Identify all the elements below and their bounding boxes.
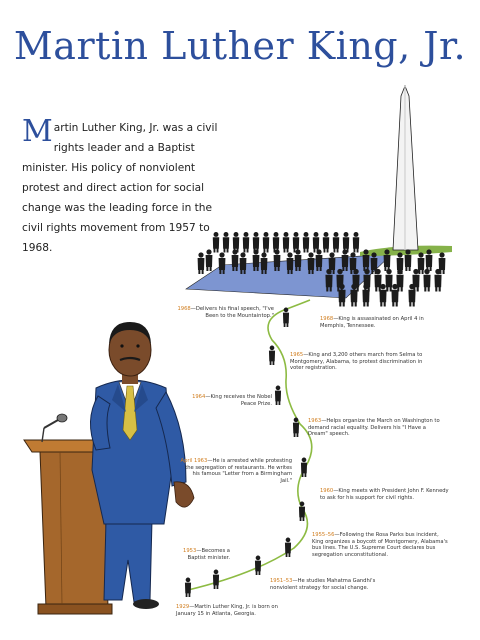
timeline-event-1965: 1965—King and 3,200 others march from Selma to Montgomery, Alabama, to protest discrimination in voter registration.: [290, 352, 423, 372]
timeline-event-1951: 1951–53—He studies Mahatma Gandhi's nonviolent strategy for social change.: [270, 578, 376, 591]
timeline-event-1968-assassinated: 1968—King is assassinated on April 4 in Memphis, Tennessee.: [320, 316, 424, 329]
timeline-event-1968-speech: 1968—Delivers his final speech, "I've Been to the Mountaintop.": [177, 306, 274, 319]
monument-icon: [393, 86, 418, 250]
microphone-icon: [42, 414, 67, 442]
mlk-figure: [90, 322, 194, 609]
timeline-event-1964: 1964—King receives the Nobel Peace Prize.: [192, 394, 272, 407]
timeline-path: [188, 300, 312, 590]
timeline-event-1955: 1955–56—Following the Rosa Parks bus incident, King organizes a boycott of Montgomery, Alabama's bus lines. The U.S. Supreme Court declares bus segregation unconstitutional.: [312, 532, 448, 558]
intro-text: artin Luther King, Jr. was a civil rights leader and a Baptist minister. His policy of nonviolent protest and direct action for social change was the leading force in the civil rights movement from 1957 to 1968.: [22, 122, 218, 254]
timeline-event-1929: 1929—Martin Luther King, Jr. is born on January 15 in Atlanta, Georgia.: [176, 604, 278, 617]
timeline-event-1963-april: April 1963—He is arrested while protesting the segregation of restaurants. He writes his famous "Letter from a Birmingham Jail.": [180, 458, 292, 484]
drop-cap: M: [22, 114, 53, 149]
timeline-event-1963-march: 1963—Helps organize the March on Washington to demand racial equality. Delivers his "I Have a Dream" speech.: [308, 418, 440, 438]
poster-title: Martin Luther King, Jr.: [13, 24, 467, 68]
timeline-event-1953: 1953—Becomes a Baptist minister.: [183, 548, 230, 561]
timeline-event-1960: 1960—King meets with President John F. Kennedy to ask for his support for civil rights.: [320, 488, 449, 501]
